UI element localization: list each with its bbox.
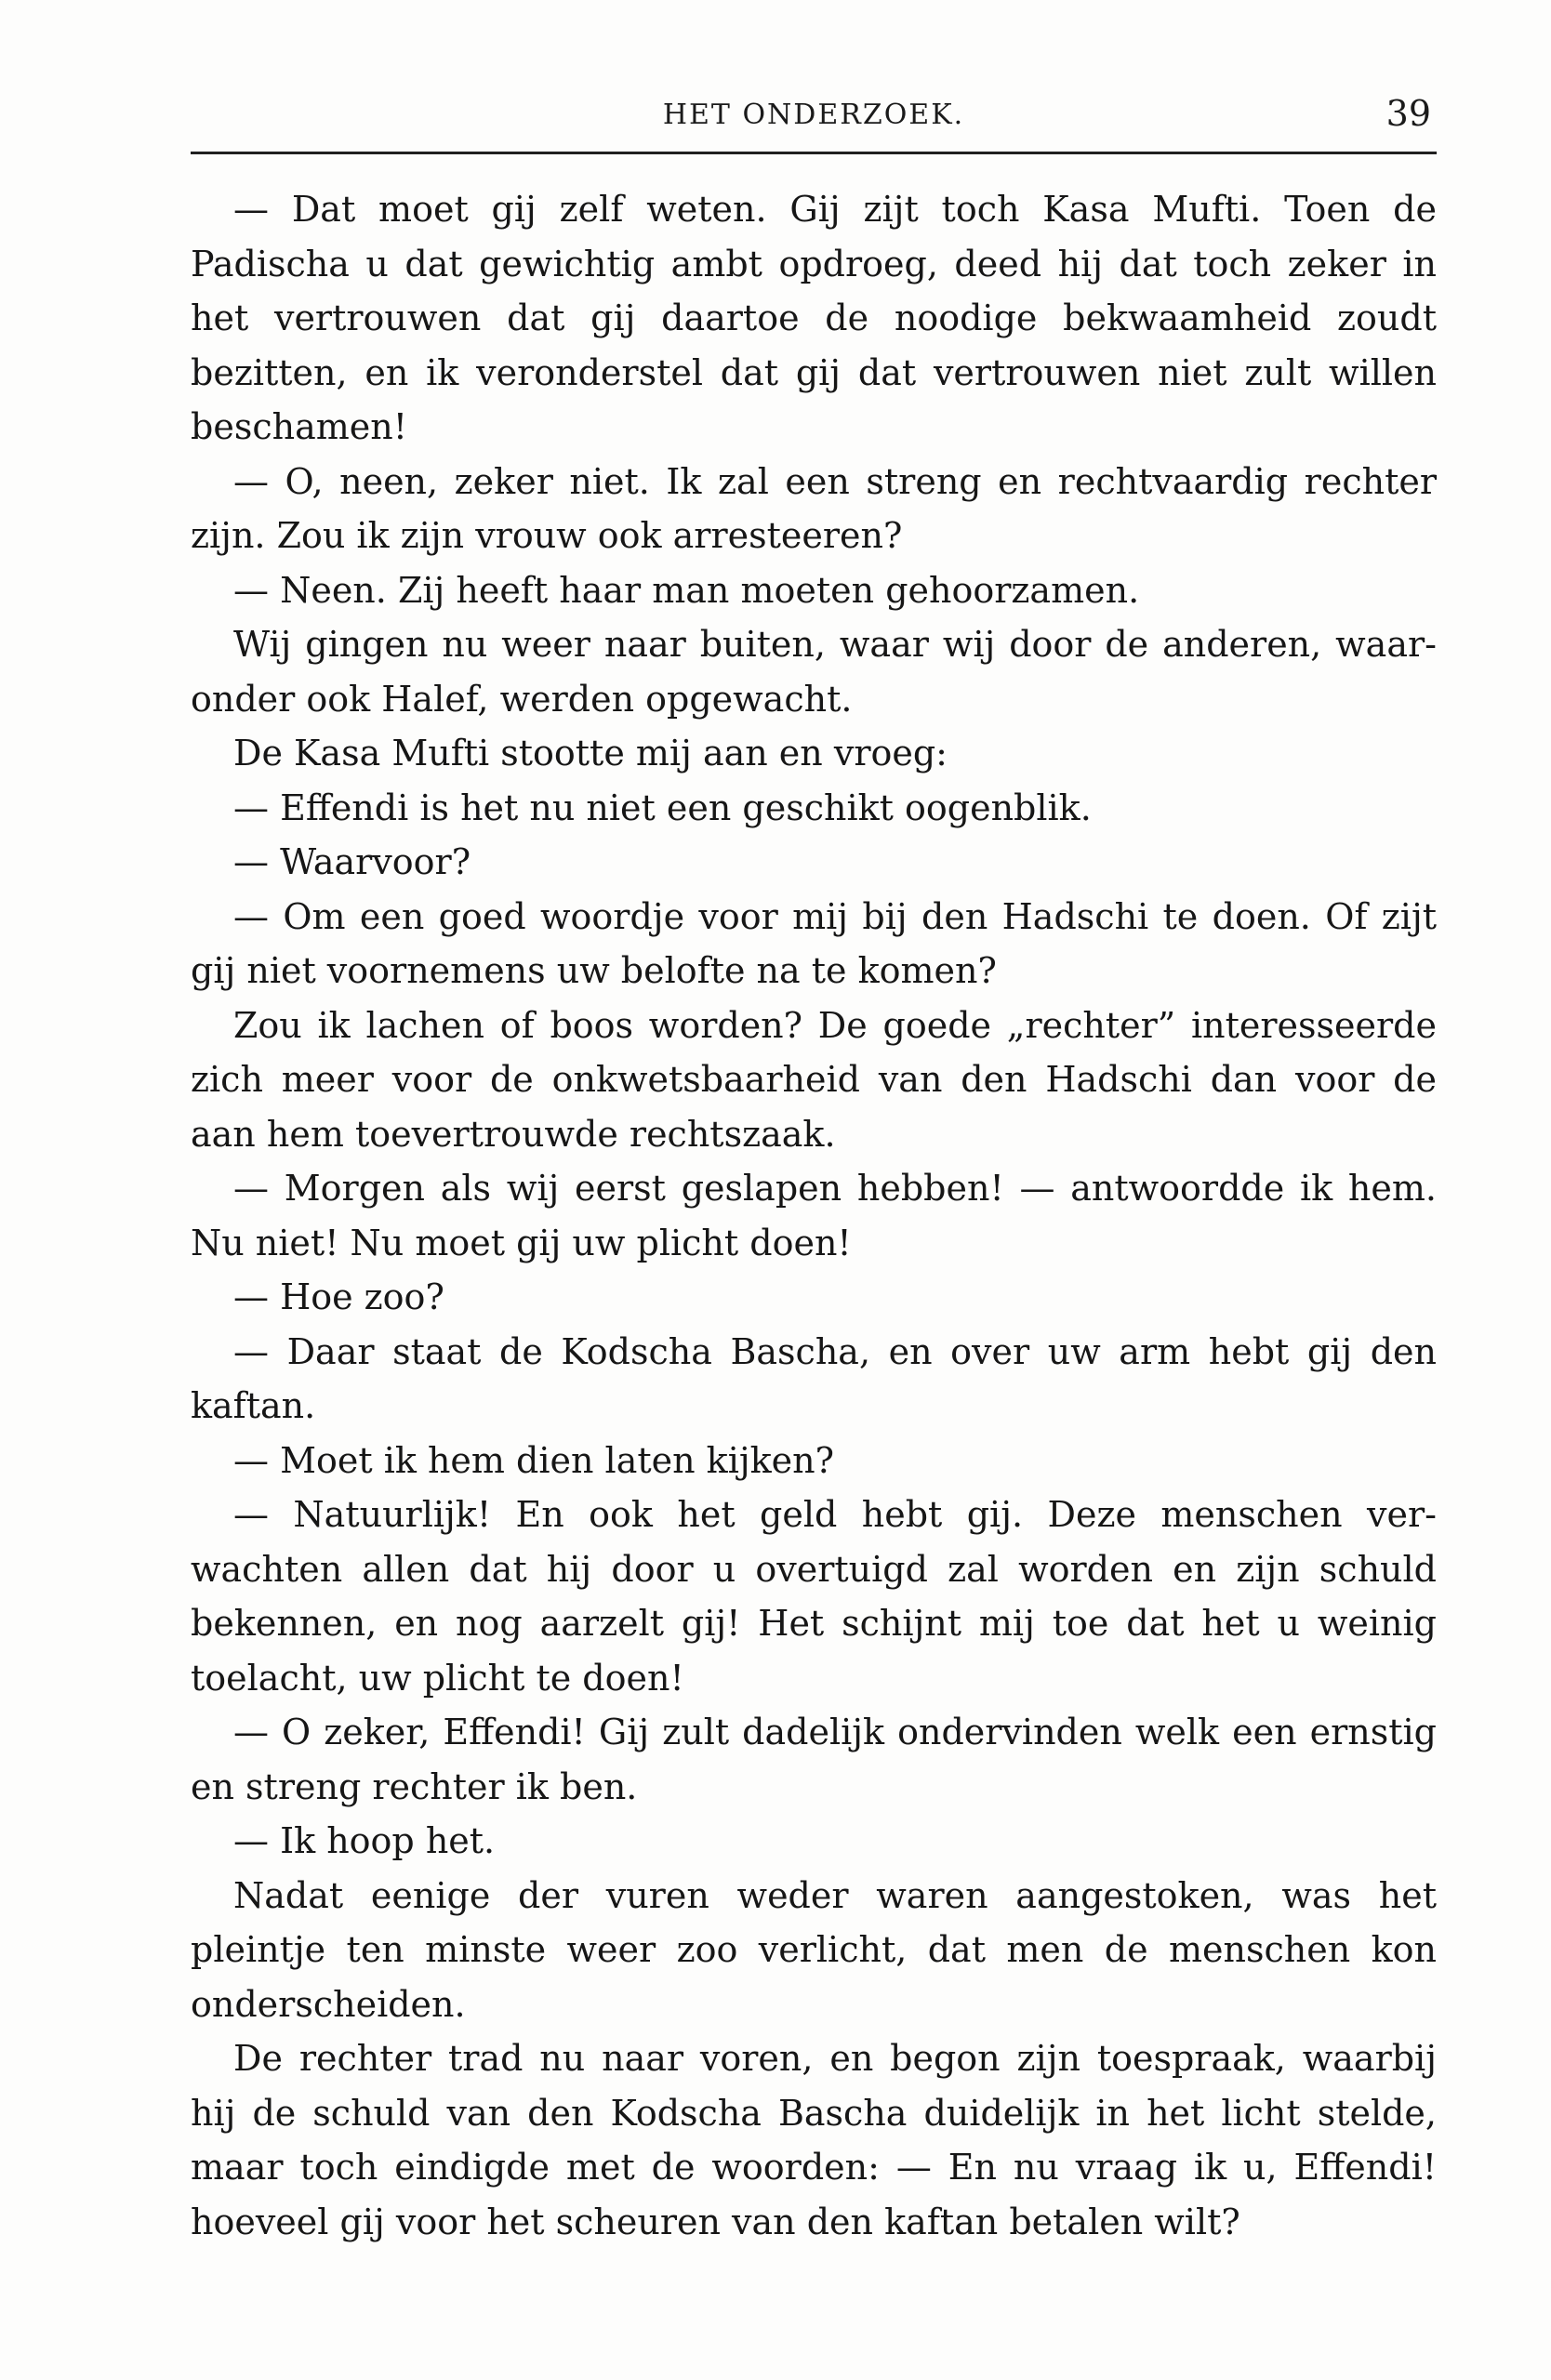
paragraph: — Waarvoor? xyxy=(233,841,471,882)
paragraph: — Neen. Zij heeft haar man moeten gehoorzamen. xyxy=(233,569,1140,611)
paragraph: — O, neen, zeker niet. Ik zal een streng en rechtvaardig rechter zijn. Zou ik zijn vrouw ook arresteeren? xyxy=(191,460,1437,556)
running-header xyxy=(191,93,1437,154)
running-title: HET ONDERZOEK. xyxy=(662,99,965,131)
paragraph: Nadat eenige der vuren weder waren aangestoken, was het pleintje ten minste weer zoo verlicht, dat men de menschen kon onderscheiden. xyxy=(191,1874,1437,2025)
paragraph: — Morgen als wij eerst geslapen hebben! — antwoordde ik hem. Nu niet! Nu moet gij uw plicht doen! xyxy=(191,1168,1437,1263)
paragraph: — Hoe zoo? xyxy=(233,1276,444,1317)
paragraph: — O zeker, Effendi! Gij zult dadelijk ondervinden welk een ernstig en streng rechter ik ben. xyxy=(191,1712,1437,1807)
paragraph: — Daar staat de Kodscha Bascha, en over uw arm hebt gij den kaftan. xyxy=(191,1330,1437,1426)
paragraph: — Natuurlijk! En ook het geld hebt gij. Deze menschen verwachten allen dat hij door u overtuigd zal worden en zijn schuld bekennen, en nog aarzelt gij! Het schijnt mij toe dat het u weinig toelacht, uw plicht te doen! xyxy=(191,1494,1437,1699)
paragraph: De Kasa Mufti stootte mij aan en vroeg: xyxy=(233,733,948,774)
body-text xyxy=(191,182,1437,2249)
paragraph: Zou ik lachen of boos worden? De goede „rechter” interesseerde zich meer voor de onkwetsbaarheid van den Hadschi dan voor de aan hem toevertrouwde rechtszaak. xyxy=(191,1004,1437,1155)
paragraph: De rechter trad nu naar voren, en begon zijn toespraak, waarbij hij de schuld van den Kodscha Bascha duidelijk in het licht stelde, maar toch eindigde met de woorden: — En nu vraag ik u, Effendi! hoeveel gij voor het scheuren van den kaftan betalen wilt? xyxy=(191,2038,1437,2242)
paragraph: — Effendi is het nu niet een geschikt oogenblik. xyxy=(233,787,1092,828)
page-number: 39 xyxy=(1385,93,1431,134)
paragraph: — Ik hoop het. xyxy=(233,1820,496,1861)
paragraph: — Moet ik hem dien laten kijken? xyxy=(233,1439,834,1481)
header-rule xyxy=(191,152,1437,154)
paragraph: Wij gingen nu weer naar buiten, waar wij door de anderen, waaronder ook Halef, werden opgewacht. xyxy=(191,624,1437,720)
paragraph: — Om een goed woordje voor mij bij den Hadschi te doen. Of zijt gij niet voornemens uw belofte na te komen? xyxy=(191,895,1437,991)
paragraph: — Dat moet gij zelf weten. Gij zijt toch Kasa Mufti. Toen de Padischa u dat gewichtig ambt opdroeg, deed hij dat toch zeker in het vertrouwen dat gij daartoe de noodige bekwaamheid zoudt bezitten, en ik veronderstel dat gij dat vertrouwen niet zult willen beschamen! xyxy=(191,189,1437,447)
